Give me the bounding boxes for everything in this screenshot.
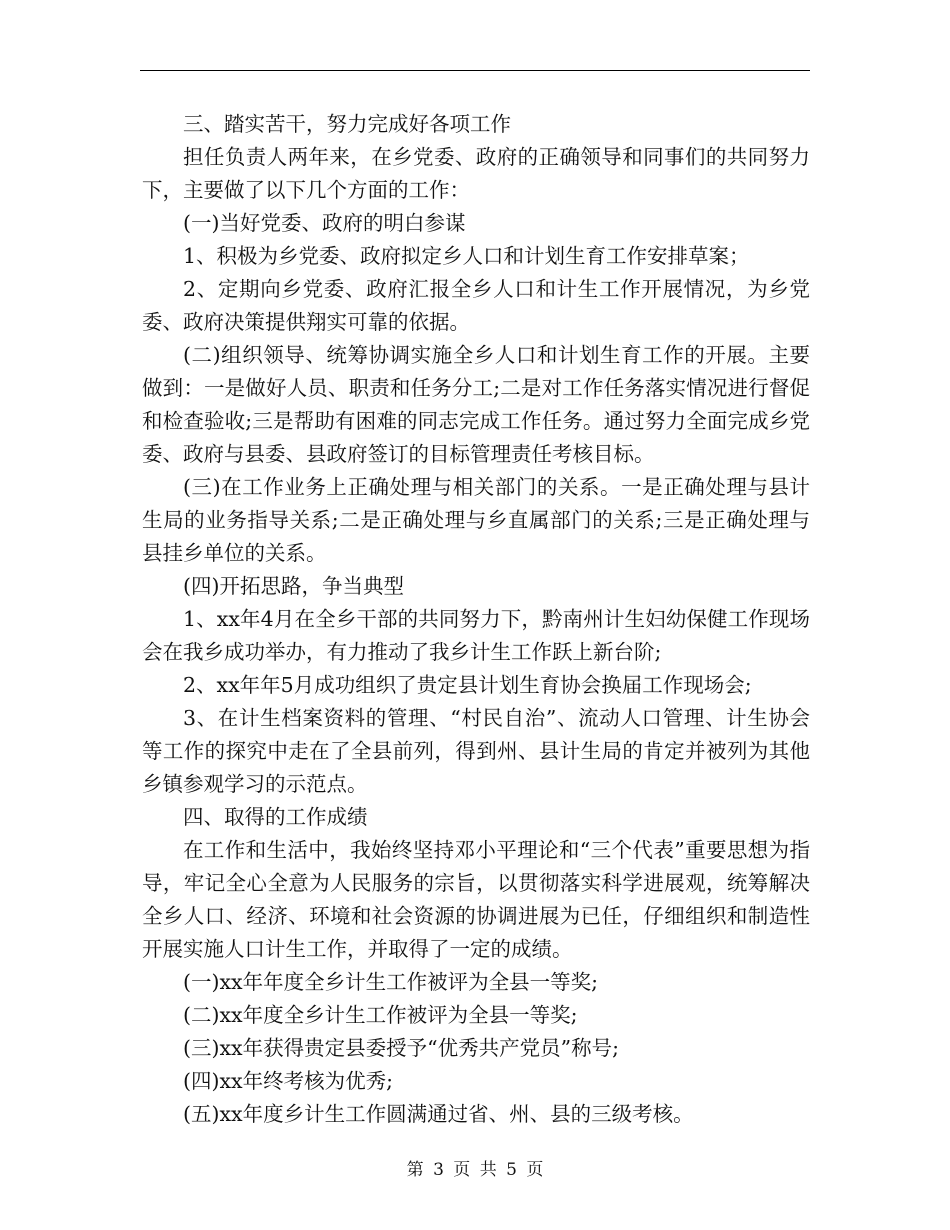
paragraph: (一)xx年年度全乡计生工作被评为全县一等奖; (183, 970, 599, 994)
paragraph: (四)xx年终考核为优秀; (183, 1069, 394, 1093)
paragraph: 三、踏实苦干，努力完成好各项工作 (183, 112, 511, 136)
paragraph: 1、积极为乡党委、政府拟定乡人口和计划生育工作安排草案； (183, 244, 750, 268)
paragraph: 1、xx年4月在全乡干部的共同努力下，黔南州计生妇幼保健工作现场会在我乡成功举办，有力推动了我乡计生工作跃上新台阶; (142, 607, 810, 664)
paragraph: (二)组织领导、统筹协调实施全乡人口和计划生育工作的开展。主要做到：一是做好人员、职责和任务分工;二是对工作任务落实情况进行督促和检查验收;三是帮助有困难的同志完成工作任务。通过努力全面完成乡党委、政府与县委、县政府签订的目标管理责任考核目标。 (142, 343, 810, 466)
paragraph: (三)在工作业务上正确处理与相关部门的关系。一是正确处理与县计生局的业务指导关系;二是正确处理与乡直属部门的关系;三是正确处理与县挂乡单位的关系。 (142, 475, 810, 565)
page-footer: 第 3 页 共 5 页 (406, 1160, 544, 1180)
paragraph: (三)xx年获得贵定县委授予“优秀共产党员”称号; (183, 1036, 619, 1060)
header-rule (140, 70, 810, 71)
paragraph: 2、xx年年5月成功组织了贵定县计划生育协会换届工作现场会; (183, 673, 752, 697)
paragraph: 3、在计生档案资料的管理、“村民自治”、流动人口管理、计生协会等工作的探究中走在了全县前列，得到州、县计生局的肯定并被列为其他乡镇参观学习的示范点。 (142, 706, 810, 796)
paragraph: (一)当好党委、政府的明白参谋 (183, 211, 466, 235)
paragraph: (二)xx年度全乡计生工作被评为全县一等奖; (183, 1003, 578, 1027)
paragraph: 担任负责人两年来，在乡党委、政府的正确领导和同事们的共同努力下，主要做了以下几个方面的工作： (142, 145, 810, 202)
paragraph: 在工作和生活中，我始终坚持邓小平理论和“三个代表”重要思想为指导，牢记全心全意为人民服务的宗旨，以贯彻落实科学进展观，统筹解决全乡人口、经济、环境和社会资源的协调进展为已任，仔细组织和制造性开展实施人口计生工作，并取得了一定的成绩。 (142, 838, 810, 961)
paragraph: (四)开拓思路，争当典型 (183, 574, 404, 598)
paragraph: (五)xx年度乡计生工作圆满通过省、州、县的三级考核。 (183, 1102, 694, 1126)
paragraph: 四、取得的工作成绩 (183, 805, 368, 829)
document-body (142, 108, 810, 1131)
paragraph: 2、定期向乡党委、政府汇报全乡人口和计生工作开展情况，为乡党委、政府决策提供翔实可靠的依据。 (142, 277, 810, 334)
